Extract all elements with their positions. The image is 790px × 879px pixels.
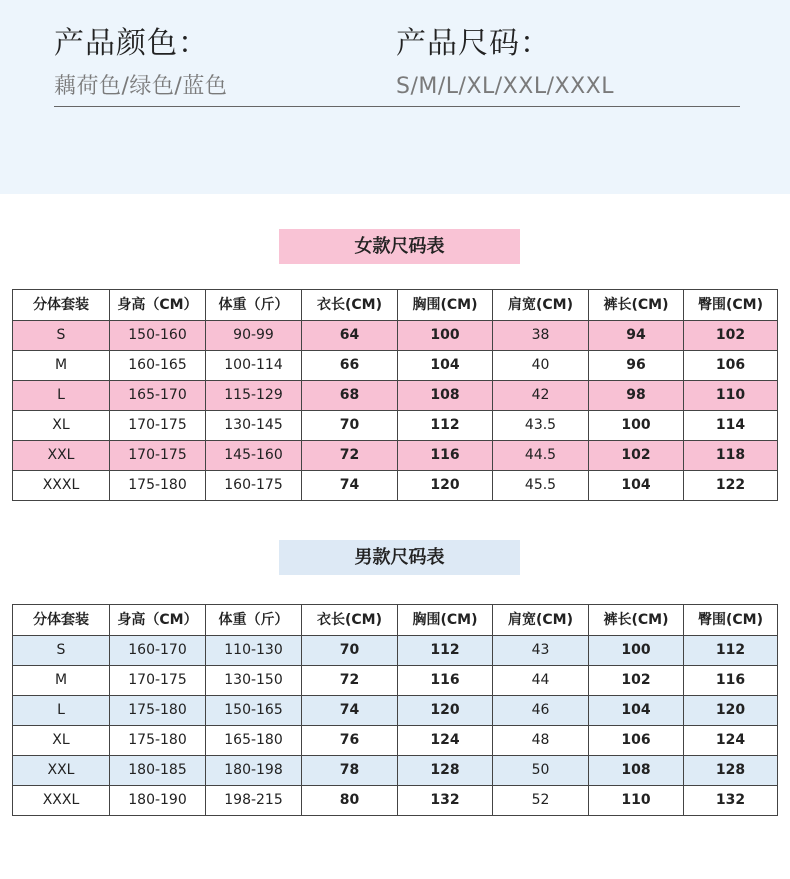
table-row: [13, 636, 778, 666]
table-row: [13, 471, 778, 501]
table-cell: 116: [398, 441, 493, 471]
size-value: S/M/L/XL/XXL/XXXL: [396, 74, 614, 99]
table-cell: 100-114: [206, 351, 302, 381]
table-cell: 132: [684, 786, 778, 816]
table-row: [13, 786, 778, 816]
table-cell: 48: [493, 726, 589, 756]
table-cell: 116: [684, 666, 778, 696]
table-cell: 132: [398, 786, 493, 816]
table-cell: 170-175: [110, 441, 206, 471]
table-cell: 104: [398, 351, 493, 381]
table-cell: L: [13, 696, 110, 726]
table-cell: S: [13, 636, 110, 666]
women-header-cell: 臀围(CM): [684, 290, 778, 321]
table-cell: 165-170: [110, 381, 206, 411]
table-cell: 180-198: [206, 756, 302, 786]
table-cell: 175-180: [110, 696, 206, 726]
men-header-cell: 臀围(CM): [684, 605, 778, 636]
table-cell: 122: [684, 471, 778, 501]
color-title: 产品颜色：: [54, 26, 209, 61]
table-cell: 74: [302, 696, 398, 726]
table-cell: 40: [493, 351, 589, 381]
table-cell: 46: [493, 696, 589, 726]
color-value: 藕荷色/绿色/蓝色: [54, 74, 228, 99]
table-cell: 112: [398, 411, 493, 441]
table-cell: 78: [302, 756, 398, 786]
table-cell: 106: [684, 351, 778, 381]
table-cell: 74: [302, 471, 398, 501]
table-cell: 160-175: [206, 471, 302, 501]
table-cell: M: [13, 351, 110, 381]
table-cell: 106: [589, 726, 684, 756]
table-cell: 66: [302, 351, 398, 381]
table-cell: 104: [589, 471, 684, 501]
table-cell: 170-175: [110, 666, 206, 696]
table-cell: 160-165: [110, 351, 206, 381]
table-cell: 43.5: [493, 411, 589, 441]
women-table-header-row: [13, 290, 778, 321]
table-cell: 110: [589, 786, 684, 816]
table-row: [13, 351, 778, 381]
men-size-table: [12, 604, 778, 816]
table-cell: 170-175: [110, 411, 206, 441]
table-row: [13, 756, 778, 786]
table-cell: 150-160: [110, 321, 206, 351]
men-header-cell: 裤长(CM): [589, 605, 684, 636]
size-info: [396, 22, 614, 104]
table-cell: 80: [302, 786, 398, 816]
table-cell: 108: [589, 756, 684, 786]
table-cell: 64: [302, 321, 398, 351]
table-cell: 38: [493, 321, 589, 351]
table-cell: 102: [589, 441, 684, 471]
table-cell: 128: [398, 756, 493, 786]
header-divider: [54, 106, 740, 107]
table-cell: 175-180: [110, 471, 206, 501]
table-cell: 104: [589, 696, 684, 726]
table-cell: 76: [302, 726, 398, 756]
table-cell: 180-185: [110, 756, 206, 786]
men-header-cell: 胸围(CM): [398, 605, 493, 636]
table-cell: 52: [493, 786, 589, 816]
table-cell: 96: [589, 351, 684, 381]
men-header-cell: 体重（斤）: [206, 605, 302, 636]
product-info-header: [0, 0, 790, 194]
men-header-cell: 分体套装: [13, 605, 110, 636]
table-cell: 100: [589, 636, 684, 666]
table-cell: M: [13, 666, 110, 696]
table-cell: XXXL: [13, 471, 110, 501]
table-cell: 160-170: [110, 636, 206, 666]
table-cell: XL: [13, 411, 110, 441]
table-row: [13, 666, 778, 696]
table-cell: 72: [302, 441, 398, 471]
table-row: [13, 696, 778, 726]
table-cell: 68: [302, 381, 398, 411]
table-cell: 130-145: [206, 411, 302, 441]
women-header-cell: 体重（斤）: [206, 290, 302, 321]
table-cell: 100: [589, 411, 684, 441]
table-cell: 70: [302, 636, 398, 666]
table-cell: 108: [398, 381, 493, 411]
table-cell: 110-130: [206, 636, 302, 666]
table-row: [13, 381, 778, 411]
table-cell: 165-180: [206, 726, 302, 756]
table-cell: 120: [684, 696, 778, 726]
table-cell: XXL: [13, 441, 110, 471]
table-cell: 102: [684, 321, 778, 351]
table-cell: L: [13, 381, 110, 411]
table-cell: 94: [589, 321, 684, 351]
table-row: [13, 441, 778, 471]
table-cell: 45.5: [493, 471, 589, 501]
table-cell: 120: [398, 471, 493, 501]
table-cell: 114: [684, 411, 778, 441]
table-row: [13, 726, 778, 756]
table-cell: 43: [493, 636, 589, 666]
size-title: 产品尺码：: [396, 26, 551, 61]
women-header-cell: 肩宽(CM): [493, 290, 589, 321]
table-cell: 110: [684, 381, 778, 411]
table-cell: 50: [493, 756, 589, 786]
table-cell: XXXL: [13, 786, 110, 816]
table-cell: 128: [684, 756, 778, 786]
table-cell: 90-99: [206, 321, 302, 351]
table-row: [13, 321, 778, 351]
men-header-cell: 衣长(CM): [302, 605, 398, 636]
table-cell: 180-190: [110, 786, 206, 816]
table-cell: XL: [13, 726, 110, 756]
men-header-cell: 身高（CM）: [110, 605, 206, 636]
women-header-cell: 衣长(CM): [302, 290, 398, 321]
table-cell: 120: [398, 696, 493, 726]
table-cell: 150-165: [206, 696, 302, 726]
women-header-cell: 胸围(CM): [398, 290, 493, 321]
table-cell: XXL: [13, 756, 110, 786]
table-cell: 42: [493, 381, 589, 411]
table-cell: 124: [684, 726, 778, 756]
table-cell: 145-160: [206, 441, 302, 471]
table-cell: S: [13, 321, 110, 351]
women-header-cell: 裤长(CM): [589, 290, 684, 321]
men-header-cell: 肩宽(CM): [493, 605, 589, 636]
table-cell: 44.5: [493, 441, 589, 471]
table-cell: 112: [684, 636, 778, 666]
women-header-cell: 分体套装: [13, 290, 110, 321]
table-cell: 98: [589, 381, 684, 411]
table-cell: 100: [398, 321, 493, 351]
table-cell: 44: [493, 666, 589, 696]
table-cell: 118: [684, 441, 778, 471]
table-cell: 116: [398, 666, 493, 696]
table-cell: 112: [398, 636, 493, 666]
table-cell: 124: [398, 726, 493, 756]
men-size-chart-title: 男款尺码表: [279, 540, 520, 575]
men-table-header-row: [13, 605, 778, 636]
table-cell: 72: [302, 666, 398, 696]
women-size-table: [12, 289, 778, 501]
table-cell: 70: [302, 411, 398, 441]
table-cell: 115-129: [206, 381, 302, 411]
color-info: [54, 22, 227, 104]
table-cell: 130-150: [206, 666, 302, 696]
women-header-cell: 身高（CM）: [110, 290, 206, 321]
table-cell: 198-215: [206, 786, 302, 816]
table-cell: 175-180: [110, 726, 206, 756]
table-row: [13, 411, 778, 441]
table-cell: 102: [589, 666, 684, 696]
women-size-chart-title: 女款尺码表: [279, 229, 520, 264]
